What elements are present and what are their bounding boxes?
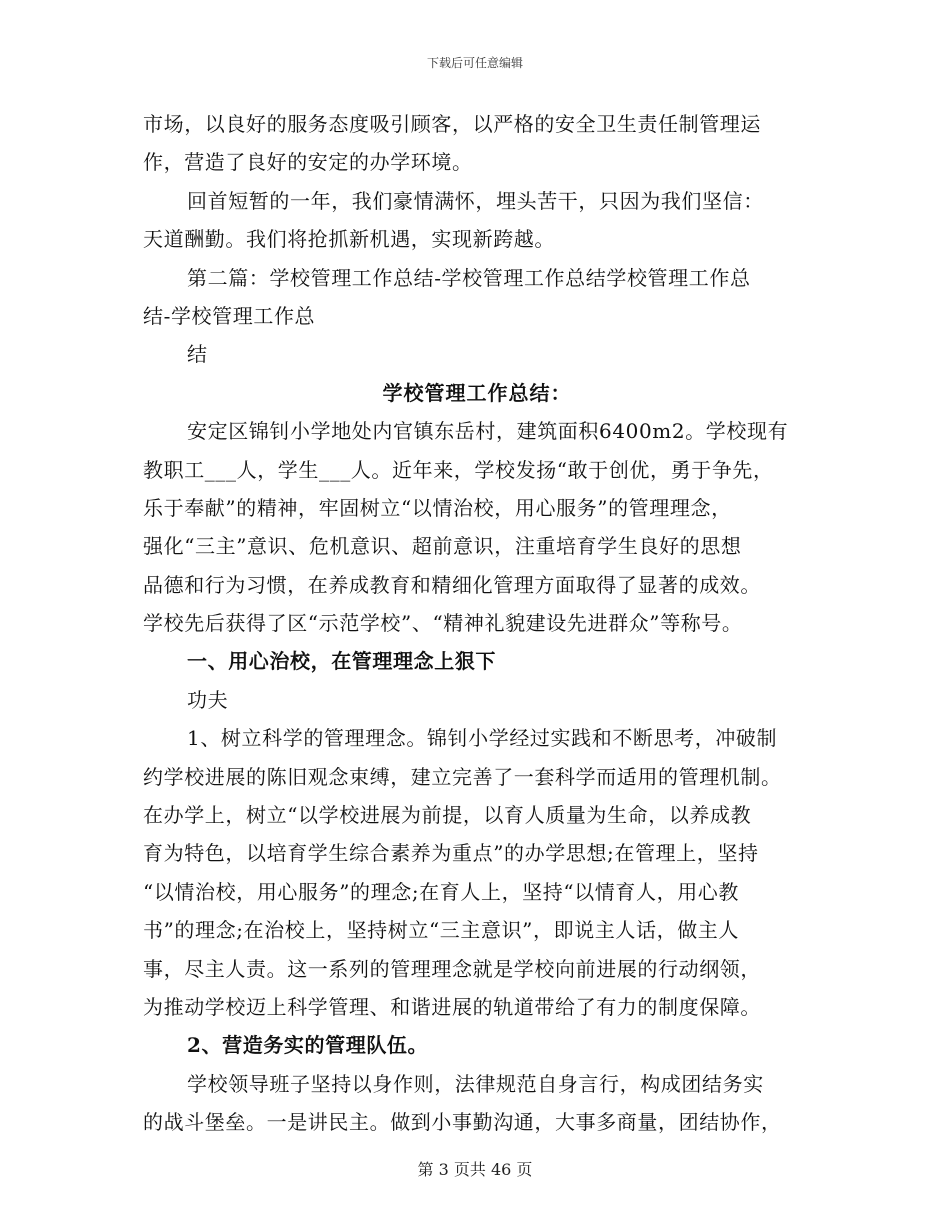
text-line: 乐于奉献”的精神，牢固树立“以情治校，用心服务”的管理理念， [143, 495, 732, 520]
page-footer: 第 3 页共 46 页 [417, 1160, 533, 1179]
text-line: 强化“三主”意识、危机意识、超前意识，注重培育学生良好的思想 [143, 534, 742, 559]
text-line: 天道酬勤。我们将抢抓新机遇，实现新跨越。 [143, 227, 555, 252]
text-line: 1、树立科学的管理理念。锦钊小学经过实践和不断思考，冲破制 [187, 726, 778, 751]
text-line: 市场，以良好的服务态度吸引顾客，以严格的安全卫生责任制管理运 [143, 112, 761, 136]
text-line: 安定区锦钊小学地处内官镇东岳村，建筑面积6400m2。学校现有 [187, 419, 789, 444]
text-line: 为推动学校迈上科学管理、和谐进展的轨道带给了有力的制度保障。 [143, 994, 761, 1019]
subheading-line: 一、用心治校，在管理理念上狠下 [187, 649, 496, 674]
text-line: 教职工___人，学生___人。近年来，学校发扬“敢于创优，勇于争先， [143, 457, 774, 482]
subheading-line: 2、营造务实的管理队伍。 [187, 1033, 429, 1058]
text-line: 结-学校管理工作总 [143, 303, 316, 328]
document-body [143, 105, 811, 1142]
text-line: 学校领导班子坚持以身作则，法律规范自身言行，构成团结务实 [187, 1071, 764, 1096]
section-heading: 学校管理工作总结： [382, 380, 572, 405]
text-line: 在办学上，树立“以学校进展为前提，以育人质量为生命，以养成教 [143, 803, 752, 828]
text-line: 结 [187, 342, 208, 367]
text-line: 事，尽主人责。这一系列的管理理念就是学校向前进展的行动纲领， [143, 956, 761, 981]
text-line: 品德和行为习惯，在养成教育和精细化管理方面取得了显著的成效。 [143, 572, 761, 597]
text-line: 回首短暂的一年，我们豪情满怀，埋头苦干，只因为我们坚信： [187, 188, 764, 213]
text-line: 作，营造了良好的安定的办学环境。 [143, 150, 473, 175]
text-line: “以情治校，用心服务”的理念;在育人上，坚持“以情育人，用心教 [143, 879, 740, 904]
text-line: 约学校进展的陈旧观念束缚，建立完善了一套科学而适用的管理机制。 [143, 764, 782, 789]
text-line: 功夫 [187, 687, 229, 712]
text-line: 书”的理念;在治校上，坚持树立“三主意识”，即说主人话，做主人 [143, 918, 740, 943]
text-line: 学校先后获得了区“示范学校”、“精神礼貌建设先进群众”等称号。 [143, 611, 743, 636]
text-line: 的战斗堡垒。一是讲民主。做到小事勤沟通，大事多商量，团结协作， [143, 1110, 782, 1135]
text-line: 育为特色，以培育学生综合素养为重点”的办学思想;在管理上，坚持 [143, 841, 759, 866]
text-line: 第二篇：学校管理工作总结-学校管理工作总结学校管理工作总 [187, 265, 751, 290]
page-header: 下载后可任意编辑 [426, 56, 523, 70]
